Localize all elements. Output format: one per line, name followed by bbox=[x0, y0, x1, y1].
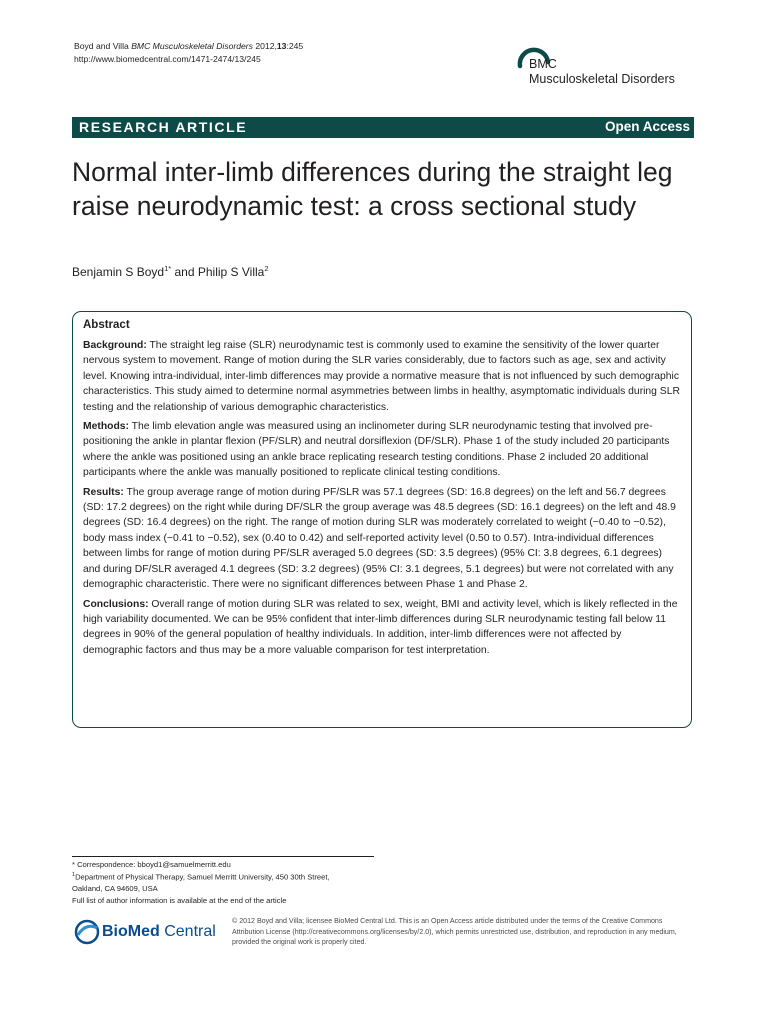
author-list bbox=[72, 264, 269, 279]
journal-logo-name: Musculoskeletal Disorders bbox=[529, 72, 675, 86]
article-type-banner bbox=[72, 117, 694, 138]
footnote-divider bbox=[72, 856, 374, 857]
copyright-notice: © 2012 Boyd and Villa; licensee BioMed Central Ltd. This is an Open Access article distributed under the terms of the Creative Commons Attribution License (http://creativecommons.org/licenses/by/2.0), which permits unrestricted use, distribution, and reproduction in any medium, provided the original work is properly cited. bbox=[232, 917, 677, 947]
abstract-section-text: The group average range of motion during PF/SLR was 57.1 degrees (SD: 16.8 degrees) on the left and 56.7 degrees (SD: 17.2 degrees) on the right while during DF/SLR the group average was 48.5 degrees (SD: 16.1 degrees) on the left and 48.9 degrees (SD: 16.4 degrees) on the right. The range of motion during SLR was moderately correlated to weight (−0.40 to −0.52), body mass index (−0.41 to −0.52), sex (0.40 to 0.42) and self-reported activity level (0.50 to 0.57). Intra-individual differences between limbs for range of motion during PF/SLR averaged 5.0 degrees (SD: 3.5 degrees) (95% CI: 3.8 degrees, 6.1 degrees) and during DF/SLR averaged 4.1 degrees (SD: 3.2 degrees) (95% CI: 3.1 degrees, 5.1 degrees) but were not correlated with any demographic characteristic. There were no significant differences between Phase 1 and Phase 2. bbox=[83, 486, 676, 591]
abstract-conclusions bbox=[83, 597, 680, 659]
author-affiliation-marker: 1* bbox=[164, 264, 172, 273]
biomed-central-logo-icon bbox=[74, 919, 100, 945]
article-type-label: RESEARCH ARTICLE bbox=[79, 119, 248, 135]
abstract-results bbox=[83, 485, 680, 593]
abstract-section-text: The straight leg raise (SLR) neurodynamic test is commonly used to examine the sensitivity of the lower quarter nervous system to movement. Range of motion during the SLR varies considerably, due to factors such as age, sex and activity level. Knowing intra-individual, inter-limb differences may provide a normative measure that is not influenced by such demographic characteristics. This study aimed to determine normal asymmetries between limbs in healthy, asymptomatic individuals during SLR testing and the relationship of various demographic characteristics. bbox=[83, 340, 680, 413]
abstract-heading: Abstract bbox=[83, 319, 130, 331]
abstract-box bbox=[72, 311, 692, 728]
article-title: Normal inter-limb differences during the straight leg raise neurodynamic test: a cross sectional study bbox=[72, 157, 673, 221]
abstract-section-text: The limb elevation angle was measured using an inclinometer during SLR neurodynamic testing that involved pre-positioning the ankle in plantar flexion (PF/SLR) and neutral dorsiflexion (DF/SLR). Phase 1 of the study included 20 participants where the ankle was positioned using an ankle brace replicating research testing conditions. Phase 2 included 20 additional participants where the ankle was manually positioned to replicate clinical testing conditions. bbox=[83, 421, 670, 479]
author-conjunction: and bbox=[174, 265, 195, 279]
affiliation-marker: 1 bbox=[72, 872, 76, 879]
article-url[interactable]: http://www.biomedcentral.com/1471-2474/13/245 bbox=[74, 54, 261, 64]
citation-journal: BMC Musculoskeletal Disorders bbox=[131, 41, 253, 51]
citation-pages: :245 bbox=[286, 41, 304, 51]
abstract-section-label: Results: bbox=[83, 486, 124, 498]
journal-logo-bmc: BMC bbox=[529, 57, 557, 71]
citation-year: 2012, bbox=[255, 41, 277, 51]
abstract-background bbox=[83, 338, 680, 415]
author-info-note: Full list of author information is available at the end of the article bbox=[72, 895, 287, 905]
publisher-logo-bold: BioMed bbox=[102, 923, 160, 940]
author-name[interactable]: Philip S Villa bbox=[197, 265, 265, 279]
affiliation-line: Oakland, CA 94609, USA bbox=[72, 884, 158, 894]
citation-line bbox=[74, 40, 303, 53]
abstract-section-label: Methods: bbox=[83, 421, 129, 433]
affiliation-line: Department of Physical Therapy, Samuel Merritt University, 450 30th Street, bbox=[75, 872, 330, 882]
correspondence-email[interactable]: * Correspondence: bboyd1@samuelmerritt.edu bbox=[72, 860, 231, 869]
citation-header bbox=[74, 40, 303, 66]
journal-logo-text bbox=[529, 57, 675, 87]
author-name[interactable]: Benjamin S Boyd bbox=[72, 265, 165, 279]
abstract-section-text: Overall range of motion during SLR was related to sex, weight, BMI and activity level, which is likely reflected in the high variability documented. We can be 95% confident that inter-limb differences during SLR neurodynamic testing fall below 11 degrees in 90% of the general population of healthy individuals. In addition, inter-limb differences were not affected by demographic factors and thus may be a more valuable comparison for test interpretation. bbox=[83, 598, 678, 656]
citation-volume: 13 bbox=[276, 41, 287, 51]
citation-authors: Boyd and Villa bbox=[74, 41, 129, 51]
abstract-section-label: Background: bbox=[83, 340, 147, 351]
open-access-label: Open Access bbox=[604, 119, 690, 134]
journal-logo bbox=[514, 44, 704, 96]
abstract-methods bbox=[83, 419, 680, 481]
abstract-section-label: Conclusions: bbox=[83, 598, 149, 610]
publisher-logo-text bbox=[102, 922, 216, 942]
footnotes bbox=[72, 859, 392, 906]
author-affiliation-marker: 2 bbox=[264, 264, 269, 273]
affiliation bbox=[72, 870, 392, 883]
publisher-logo-rest: Central bbox=[159, 923, 216, 940]
publisher-logo bbox=[74, 919, 224, 947]
